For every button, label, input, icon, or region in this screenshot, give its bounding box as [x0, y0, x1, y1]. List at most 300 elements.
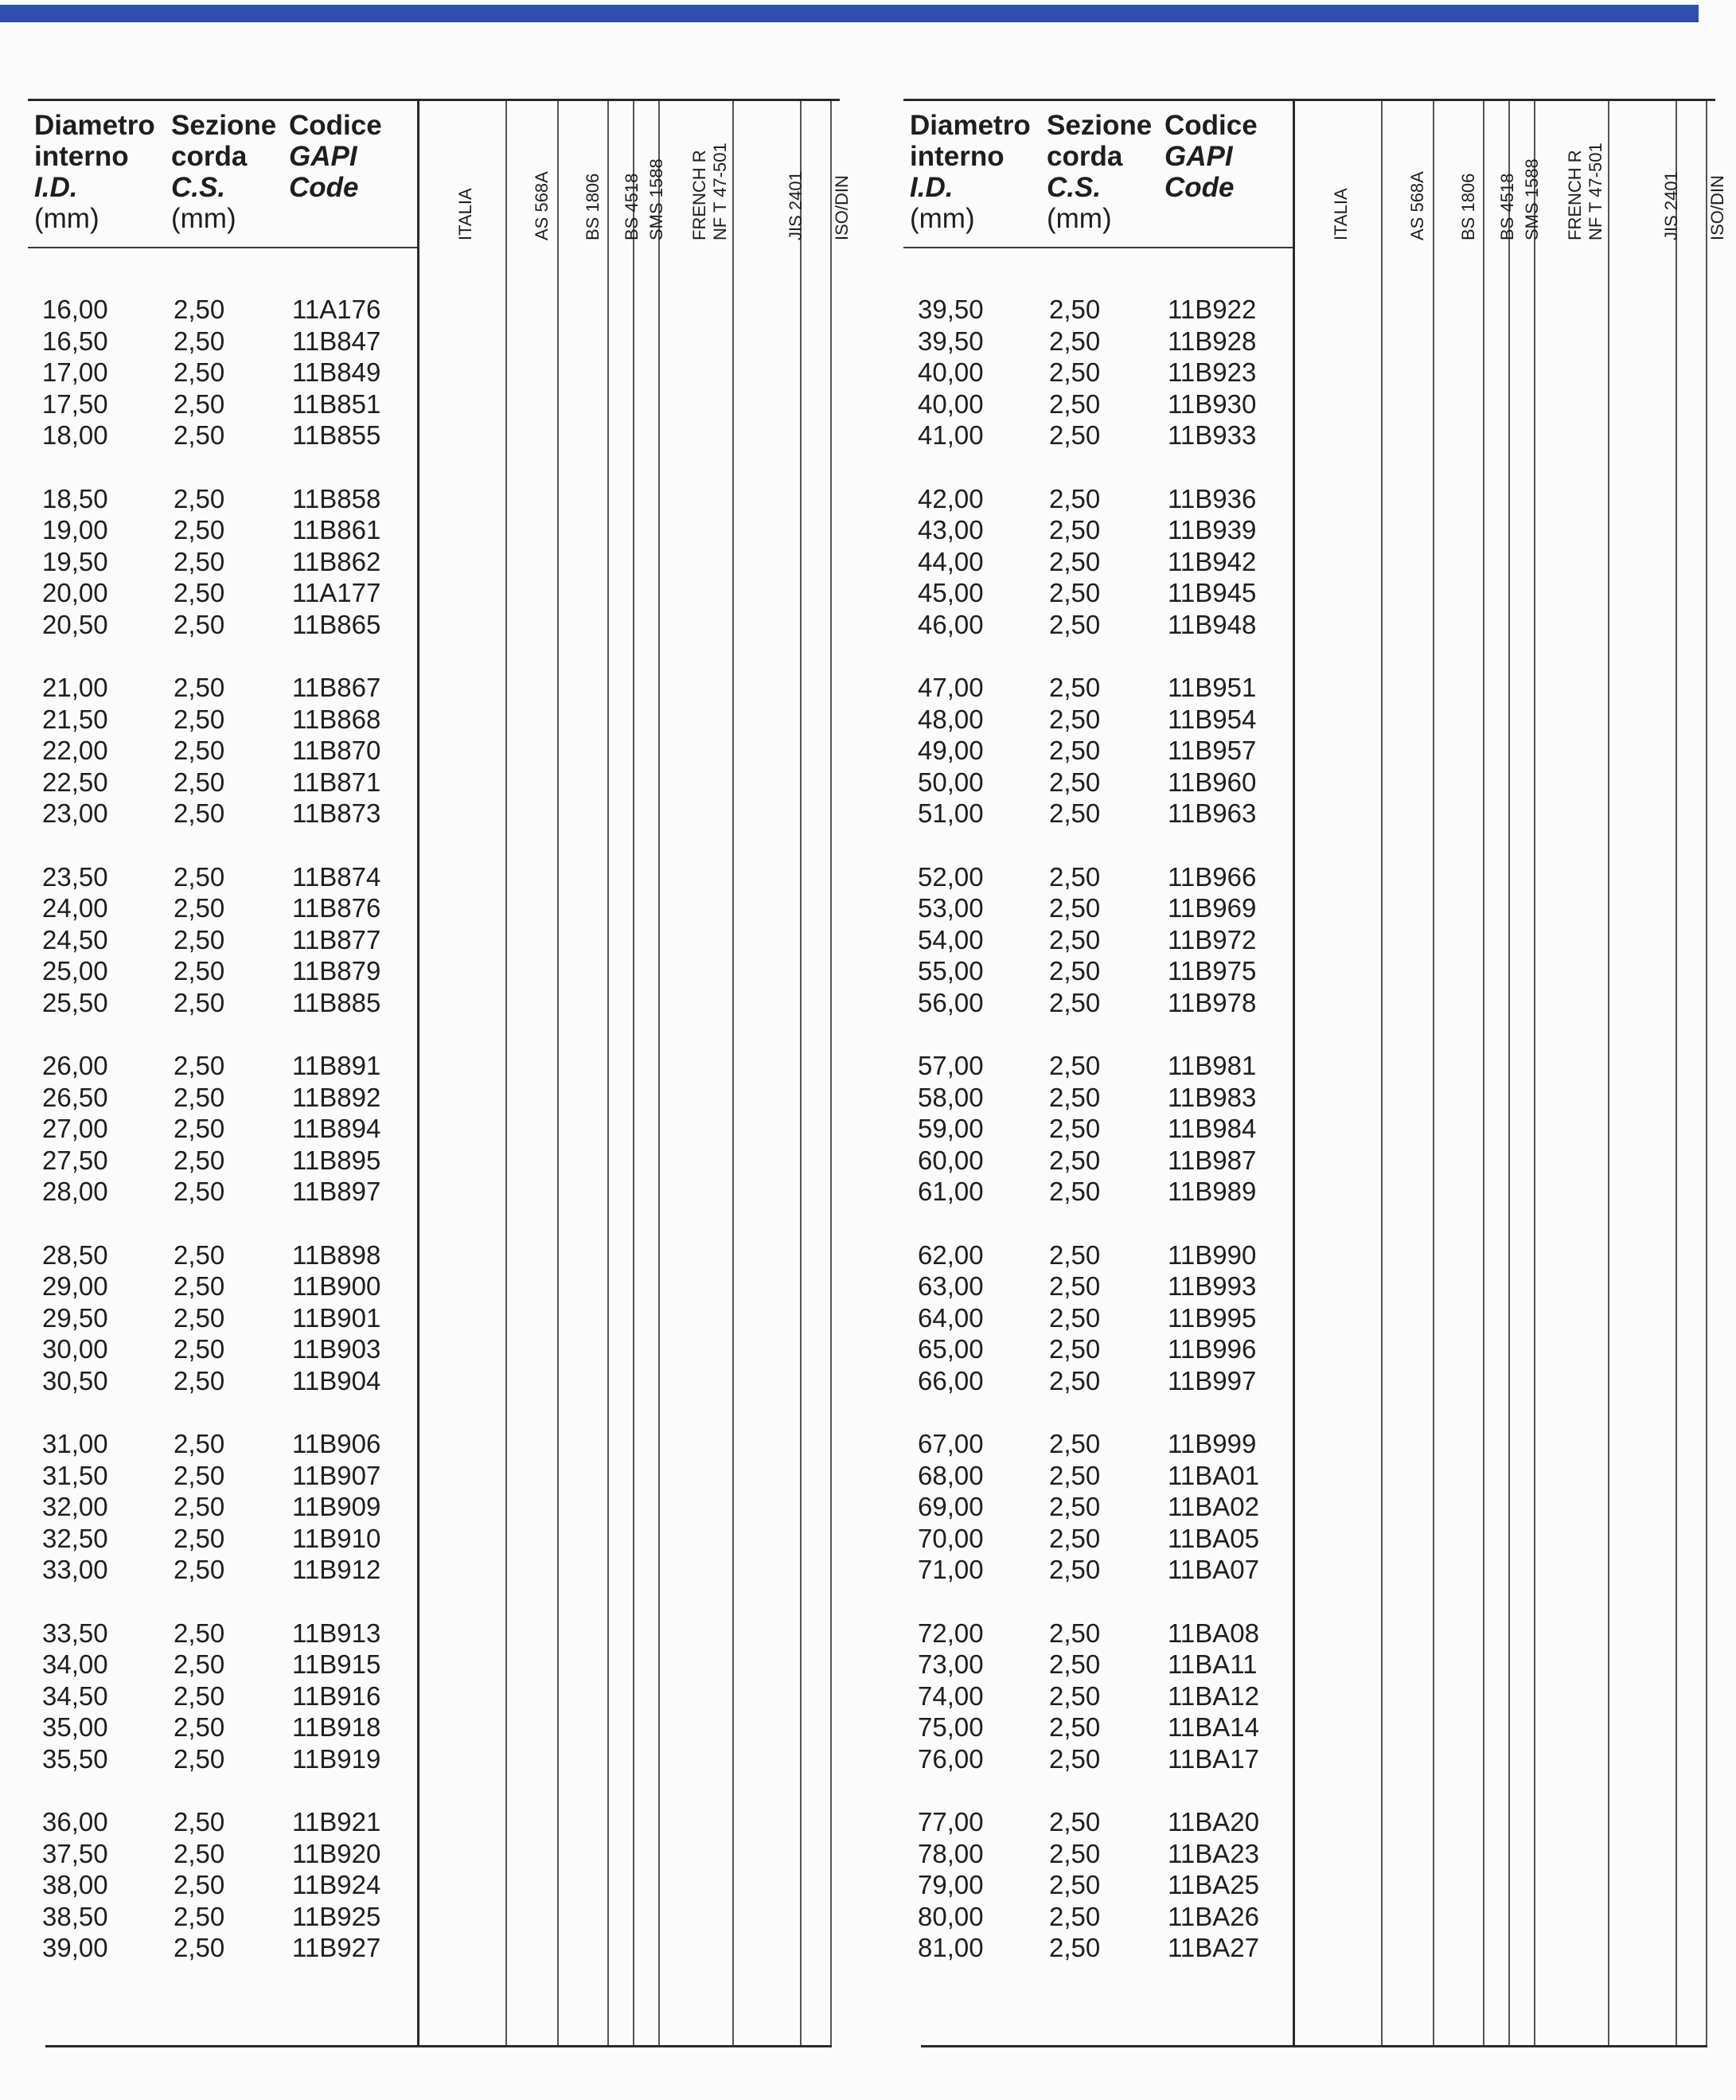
cell-cross-section: 2,50: [174, 1870, 225, 1899]
cell-gapi-code: 11B921: [292, 1807, 381, 1837]
cell-gapi-code: 11BA14: [1168, 1712, 1259, 1742]
row-group: [903, 294, 1301, 451]
cell-inner-diameter: 32,00: [42, 1492, 108, 1521]
std-as568a: AS 568A: [1407, 171, 1427, 240]
table-row: [903, 1082, 1301, 1114]
cell-gapi-code: 11BA27: [1168, 1933, 1259, 1962]
table-row: [903, 1428, 1301, 1460]
cell-inner-diameter: 72,00: [918, 1618, 984, 1648]
std-sms1588: SMS 1588: [646, 158, 666, 240]
table-row: [903, 1050, 1301, 1082]
cell-inner-diameter: 22,50: [42, 767, 108, 797]
header-cross-section: Sezione corda C.S. (mm): [1047, 110, 1153, 234]
cell-gapi-code: 11B922: [1168, 295, 1257, 324]
cell-gapi-code: 11B849: [292, 357, 381, 387]
cell-inner-diameter: 29,00: [42, 1271, 108, 1301]
table-row: [28, 892, 426, 924]
right-table: [903, 99, 1727, 2047]
cell-gapi-code: 11BA20: [1168, 1807, 1259, 1837]
cell-gapi-code: 11B868: [292, 704, 381, 734]
cell-gapi-code: 11B861: [292, 515, 381, 545]
cell-cross-section: 2,50: [174, 420, 225, 450]
cell-gapi-code: 11BA01: [1168, 1460, 1259, 1490]
cell-inner-diameter: 43,00: [918, 515, 984, 545]
cell-gapi-code: 11BA26: [1168, 1901, 1259, 1931]
cell-gapi-code: 11B981: [1168, 1051, 1257, 1080]
column-divider: [557, 101, 559, 2045]
table-row: [903, 1333, 1301, 1365]
table-row: [28, 704, 426, 736]
cell-gapi-code: 11B978: [1168, 987, 1257, 1017]
cell-inner-diameter: 55,00: [918, 956, 984, 986]
cell-cross-section: 2,50: [1049, 1712, 1101, 1742]
cell-cross-section: 2,50: [174, 736, 225, 765]
row-group: [903, 672, 1301, 829]
cell-cross-section: 2,50: [174, 1082, 225, 1112]
cell-cross-section: 2,50: [1049, 956, 1101, 986]
cell-cross-section: 2,50: [1049, 1239, 1101, 1270]
cell-cross-section: 2,50: [1049, 987, 1101, 1017]
cell-cross-section: 2,50: [1049, 388, 1101, 419]
cell-cross-section: 2,50: [174, 483, 225, 513]
cell-inner-diameter: 68,00: [918, 1460, 984, 1490]
table-row: [28, 1113, 426, 1145]
table-row: [28, 1618, 426, 1649]
table-row: [28, 1271, 426, 1302]
cell-gapi-code: 11B984: [1168, 1114, 1257, 1143]
cell-inner-diameter: 61,00: [918, 1177, 984, 1206]
cell-cross-section: 2,50: [174, 1365, 225, 1395]
cell-cross-section: 2,50: [1049, 1429, 1101, 1458]
cell-inner-diameter: 52,00: [918, 861, 984, 892]
table-row: [28, 1428, 426, 1460]
table-row: [28, 1050, 426, 1082]
cell-inner-diameter: 17,00: [42, 357, 108, 387]
cell-gapi-code: 11B928: [1168, 326, 1257, 356]
cell-gapi-code: 11BA23: [1168, 1838, 1259, 1868]
cell-cross-section: 2,50: [174, 515, 225, 545]
cell-inner-diameter: 39,00: [42, 1933, 108, 1962]
column-divider: [732, 101, 734, 2045]
cell-cross-section: 2,50: [1049, 1145, 1101, 1175]
cell-cross-section: 2,50: [174, 1051, 225, 1080]
cell-inner-diameter: 74,00: [918, 1680, 984, 1711]
cell-inner-diameter: 27,00: [42, 1114, 108, 1143]
cell-inner-diameter: 32,50: [42, 1523, 108, 1553]
cell-cross-section: 2,50: [1049, 1523, 1101, 1553]
table-row: [28, 1680, 426, 1712]
cell-cross-section: 2,50: [174, 1933, 225, 1962]
cell-inner-diameter: 50,00: [918, 767, 984, 797]
cell-gapi-code: 11B942: [1168, 546, 1257, 576]
table-row: [28, 294, 426, 326]
table-row: [903, 1302, 1301, 1334]
cell-cross-section: 2,50: [174, 1492, 225, 1521]
cell-cross-section: 2,50: [1049, 1051, 1101, 1080]
cell-cross-section: 2,50: [174, 987, 225, 1017]
table-row: [28, 924, 426, 956]
table-row: [28, 672, 426, 704]
std-jis2401: JIS 2401: [786, 171, 806, 240]
row-group: [28, 1618, 426, 1775]
column-divider: [607, 101, 609, 2045]
cell-gapi-code: 11B898: [292, 1239, 381, 1270]
row-group: [28, 1428, 426, 1586]
std-nf-t47501: NF T 47-501: [710, 142, 730, 240]
cell-inner-diameter: 19,50: [42, 546, 108, 576]
cell-inner-diameter: 35,00: [42, 1712, 108, 1742]
cell-inner-diameter: 40,00: [918, 357, 984, 387]
table-row: [28, 861, 426, 893]
table-row: [28, 1932, 426, 1964]
cell-gapi-code: 11B870: [292, 736, 381, 765]
table-row: [903, 1743, 1301, 1775]
cell-cross-section: 2,50: [174, 1239, 225, 1270]
cell-cross-section: 2,50: [1049, 326, 1101, 356]
cell-inner-diameter: 36,00: [42, 1807, 108, 1837]
table-row: [903, 672, 1301, 704]
cell-cross-section: 2,50: [174, 1743, 225, 1774]
cell-inner-diameter: 64,00: [918, 1302, 984, 1333]
cell-inner-diameter: 31,00: [42, 1429, 108, 1458]
cell-cross-section: 2,50: [1049, 1334, 1101, 1364]
row-group: [903, 1806, 1301, 1964]
cell-cross-section: 2,50: [1049, 1870, 1101, 1899]
table-row: [903, 1113, 1301, 1145]
cell-gapi-code: 11B855: [292, 420, 381, 450]
cell-cross-section: 2,50: [1049, 357, 1101, 387]
bottom-rule: [45, 2045, 832, 2047]
cell-inner-diameter: 80,00: [918, 1901, 984, 1931]
cell-gapi-code: 11B873: [292, 798, 381, 828]
cell-inner-diameter: 58,00: [918, 1082, 984, 1112]
cell-gapi-code: 11B897: [292, 1177, 381, 1206]
cell-gapi-code: 11B871: [292, 767, 381, 797]
cell-inner-diameter: 48,00: [918, 704, 984, 734]
cell-gapi-code: 11B948: [1168, 609, 1257, 639]
cell-inner-diameter: 73,00: [918, 1649, 984, 1679]
cell-cross-section: 2,50: [1049, 1082, 1101, 1112]
cell-inner-diameter: 28,00: [42, 1177, 108, 1206]
cell-cross-section: 2,50: [1049, 609, 1101, 639]
cell-inner-diameter: 28,50: [42, 1239, 108, 1270]
cell-gapi-code: 11B966: [1168, 861, 1257, 892]
cell-gapi-code: 11B851: [292, 388, 381, 419]
table-row: [903, 704, 1301, 736]
table-row: [28, 1239, 426, 1271]
cell-cross-section: 2,50: [1049, 546, 1101, 576]
cell-gapi-code: 11BA12: [1168, 1680, 1259, 1711]
cell-inner-diameter: 24,00: [42, 893, 108, 923]
cell-gapi-code: 11B847: [292, 326, 381, 356]
cell-inner-diameter: 30,50: [42, 1365, 108, 1395]
cell-gapi-code: 11B919: [292, 1743, 381, 1774]
table-row: [903, 1145, 1301, 1177]
cell-cross-section: 2,50: [1049, 1838, 1101, 1868]
table-row: [28, 767, 426, 798]
table-row: [28, 1554, 426, 1586]
cell-gapi-code: 11BA07: [1168, 1555, 1259, 1584]
column-divider: [1706, 101, 1707, 2045]
cell-cross-section: 2,50: [174, 1901, 225, 1931]
header-rule: [903, 247, 1293, 248]
cell-inner-diameter: 39,50: [918, 295, 984, 324]
cell-inner-diameter: 26,50: [42, 1082, 108, 1112]
cell-cross-section: 2,50: [1049, 1743, 1101, 1774]
table-row: [903, 388, 1301, 420]
header-gapi-code: Codice GAPI Code: [289, 110, 382, 203]
table-row: [903, 767, 1301, 798]
cell-gapi-code: 11A176: [292, 295, 381, 324]
cell-cross-section: 2,50: [174, 1555, 225, 1584]
table-row: [903, 1932, 1301, 1964]
cell-inner-diameter: 59,00: [918, 1114, 984, 1143]
column-divider: [800, 101, 802, 2045]
cell-cross-section: 2,50: [1049, 1680, 1101, 1711]
std-iso-din: ISO/DIN: [832, 175, 852, 240]
cell-inner-diameter: 23,50: [42, 861, 108, 892]
table-row: [903, 1838, 1301, 1870]
cell-cross-section: 2,50: [1049, 861, 1101, 892]
table-row: [28, 326, 426, 357]
table-row: [903, 924, 1301, 956]
cell-gapi-code: 11BA17: [1168, 1743, 1259, 1774]
table-row: [28, 1082, 426, 1114]
column-divider: [1483, 101, 1484, 2045]
cell-gapi-code: 11B858: [292, 483, 381, 513]
column-divider: [1534, 101, 1535, 2045]
cell-gapi-code: 11B891: [292, 1051, 381, 1080]
cell-inner-diameter: 49,00: [918, 736, 984, 765]
cell-inner-diameter: 25,00: [42, 956, 108, 986]
cell-gapi-code: 11BA05: [1168, 1523, 1259, 1553]
table-row: [903, 609, 1301, 641]
table-row: [903, 326, 1301, 357]
header-inner-diameter: Diametro interno I.D. (mm): [910, 110, 1031, 234]
table-row: [903, 1806, 1301, 1838]
cell-inner-diameter: 45,00: [918, 578, 984, 607]
cell-inner-diameter: 20,50: [42, 609, 108, 639]
cell-inner-diameter: 20,00: [42, 578, 108, 607]
cell-inner-diameter: 66,00: [918, 1365, 984, 1395]
cell-cross-section: 2,50: [1049, 736, 1101, 765]
cell-gapi-code: 11B909: [292, 1492, 381, 1521]
cell-cross-section: 2,50: [174, 546, 225, 576]
cell-cross-section: 2,50: [1049, 1114, 1101, 1143]
table-row: [903, 514, 1301, 546]
cell-gapi-code: 11B906: [292, 1429, 381, 1458]
cell-gapi-code: 11B997: [1168, 1365, 1257, 1395]
table-row: [28, 1869, 426, 1901]
row-group: [28, 1806, 426, 1964]
cell-inner-diameter: 56,00: [918, 987, 984, 1017]
cell-cross-section: 2,50: [1049, 420, 1101, 450]
cell-inner-diameter: 51,00: [918, 798, 984, 828]
cell-cross-section: 2,50: [174, 798, 225, 828]
cell-cross-section: 2,50: [174, 956, 225, 986]
std-bs1806: BS 1806: [583, 173, 603, 240]
cell-inner-diameter: 65,00: [918, 1334, 984, 1364]
table-row: [903, 735, 1301, 767]
cell-gapi-code: 11B912: [292, 1555, 381, 1584]
cell-gapi-code: 11B876: [292, 893, 381, 923]
cell-cross-section: 2,50: [174, 1429, 225, 1458]
row-group: [903, 1428, 1301, 1586]
column-divider: [633, 101, 634, 2045]
cell-gapi-code: 11B975: [1168, 956, 1257, 986]
cell-inner-diameter: 41,00: [918, 420, 984, 450]
table-row: [903, 1680, 1301, 1712]
cell-inner-diameter: 47,00: [918, 673, 984, 702]
table-row: [28, 1491, 426, 1523]
cell-gapi-code: 11B933: [1168, 420, 1257, 450]
std-italia: ITALIA: [455, 188, 475, 240]
table-row: [28, 609, 426, 641]
cell-cross-section: 2,50: [174, 767, 225, 797]
cell-inner-diameter: 60,00: [918, 1145, 984, 1175]
cell-gapi-code: 11B989: [1168, 1177, 1257, 1206]
cell-inner-diameter: 62,00: [918, 1239, 984, 1270]
cell-inner-diameter: 46,00: [918, 609, 984, 639]
cell-cross-section: 2,50: [1049, 1901, 1101, 1931]
std-french-r: FRENCH R: [1565, 150, 1585, 240]
table-row: [903, 1523, 1301, 1555]
table-row: [903, 1901, 1301, 1933]
cell-cross-section: 2,50: [1049, 483, 1101, 513]
cell-gapi-code: 11B983: [1168, 1082, 1257, 1112]
cell-gapi-code: 11B894: [292, 1114, 381, 1143]
row-group: [903, 1050, 1301, 1208]
table-row: [28, 955, 426, 987]
table-row: [903, 1365, 1301, 1397]
table-row: [28, 798, 426, 829]
row-group: [903, 1239, 1301, 1397]
cell-inner-diameter: 53,00: [918, 893, 984, 923]
std-bs4518: BS 4518: [1497, 173, 1517, 240]
cell-gapi-code: 11B900: [292, 1271, 381, 1301]
cell-cross-section: 2,50: [1049, 578, 1101, 607]
cell-gapi-code: 11B918: [292, 1712, 381, 1742]
table-row: [903, 892, 1301, 924]
table-row: [903, 798, 1301, 829]
cell-inner-diameter: 38,50: [42, 1901, 108, 1931]
table-row: [28, 987, 426, 1019]
cell-cross-section: 2,50: [174, 578, 225, 607]
cell-cross-section: 2,50: [1049, 1177, 1101, 1206]
cell-inner-diameter: 40,00: [918, 388, 984, 419]
cell-gapi-code: 11B920: [292, 1838, 381, 1868]
table-row: [903, 483, 1301, 515]
column-divider: [1676, 101, 1677, 2045]
cell-inner-diameter: 18,50: [42, 483, 108, 513]
table-row: [903, 987, 1301, 1019]
cell-gapi-code: 11B939: [1168, 515, 1257, 545]
cell-gapi-code: 11B904: [292, 1365, 381, 1395]
cell-inner-diameter: 17,50: [42, 388, 108, 419]
column-divider: [505, 101, 507, 2045]
cell-inner-diameter: 81,00: [918, 1933, 984, 1962]
cell-cross-section: 2,50: [1049, 1555, 1101, 1584]
row-group: [28, 294, 426, 451]
cell-inner-diameter: 30,00: [42, 1334, 108, 1364]
table-row: [28, 1145, 426, 1177]
cell-inner-diameter: 57,00: [918, 1051, 984, 1080]
cell-inner-diameter: 44,00: [918, 546, 984, 576]
cell-gapi-code: 11B865: [292, 609, 381, 639]
table-row: [903, 1649, 1301, 1680]
cell-gapi-code: 11B954: [1168, 704, 1257, 734]
cell-inner-diameter: 75,00: [918, 1712, 984, 1742]
column-divider: [1508, 101, 1510, 2045]
cell-cross-section: 2,50: [1049, 767, 1101, 797]
cell-inner-diameter: 33,50: [42, 1618, 108, 1648]
cell-gapi-code: 11B874: [292, 861, 381, 892]
top-rule: [903, 99, 1715, 101]
cell-gapi-code: 11B885: [292, 987, 381, 1017]
cell-cross-section: 2,50: [174, 1838, 225, 1868]
table-row: [28, 1712, 426, 1743]
cell-inner-diameter: 39,50: [918, 326, 984, 356]
table-row: [903, 955, 1301, 987]
cell-cross-section: 2,50: [1049, 924, 1101, 954]
cell-gapi-code: 11BA08: [1168, 1618, 1259, 1648]
cell-cross-section: 2,50: [174, 704, 225, 734]
cell-inner-diameter: 21,50: [42, 704, 108, 734]
cell-inner-diameter: 35,50: [42, 1743, 108, 1774]
cell-cross-section: 2,50: [174, 1523, 225, 1553]
cell-cross-section: 2,50: [174, 893, 225, 923]
cell-cross-section: 2,50: [174, 388, 225, 419]
cell-cross-section: 2,50: [174, 326, 225, 356]
table-row: [28, 1806, 426, 1838]
cell-gapi-code: 11BA02: [1168, 1492, 1259, 1521]
cell-cross-section: 2,50: [174, 924, 225, 954]
cell-gapi-code: 11B892: [292, 1082, 381, 1112]
cell-gapi-code: 11B907: [292, 1460, 381, 1490]
cell-gapi-code: 11B879: [292, 956, 381, 986]
cell-cross-section: 2,50: [174, 1460, 225, 1490]
cell-cross-section: 2,50: [174, 1618, 225, 1648]
cell-cross-section: 2,50: [1049, 515, 1101, 545]
cell-gapi-code: 11B960: [1168, 767, 1257, 797]
table-row: [903, 577, 1301, 609]
cell-cross-section: 2,50: [174, 861, 225, 892]
left-rows: [28, 294, 426, 1996]
cell-inner-diameter: 34,50: [42, 1680, 108, 1711]
table-row: [903, 861, 1301, 893]
cell-cross-section: 2,50: [1049, 798, 1101, 828]
cell-gapi-code: 11B915: [292, 1649, 381, 1679]
table-row: [28, 546, 426, 578]
table-row: [903, 546, 1301, 578]
cell-inner-diameter: 31,50: [42, 1460, 108, 1490]
cell-cross-section: 2,50: [1049, 704, 1101, 734]
cell-inner-diameter: 27,50: [42, 1145, 108, 1175]
std-iso-din: ISO/DIN: [1707, 175, 1727, 240]
cell-inner-diameter: 23,00: [42, 798, 108, 828]
std-as568a: AS 568A: [532, 171, 552, 240]
cell-gapi-code: 11B916: [292, 1680, 381, 1711]
cell-gapi-code: 11B990: [1168, 1239, 1257, 1270]
cell-cross-section: 2,50: [1049, 1271, 1101, 1301]
cell-cross-section: 2,50: [174, 295, 225, 324]
table-row: [903, 1239, 1301, 1271]
table-row: [28, 420, 426, 451]
table-row: [28, 483, 426, 515]
header-cross-section: Sezione corda C.S. (mm): [171, 110, 277, 234]
cell-inner-diameter: 78,00: [918, 1838, 984, 1868]
cell-cross-section: 2,50: [174, 1712, 225, 1742]
